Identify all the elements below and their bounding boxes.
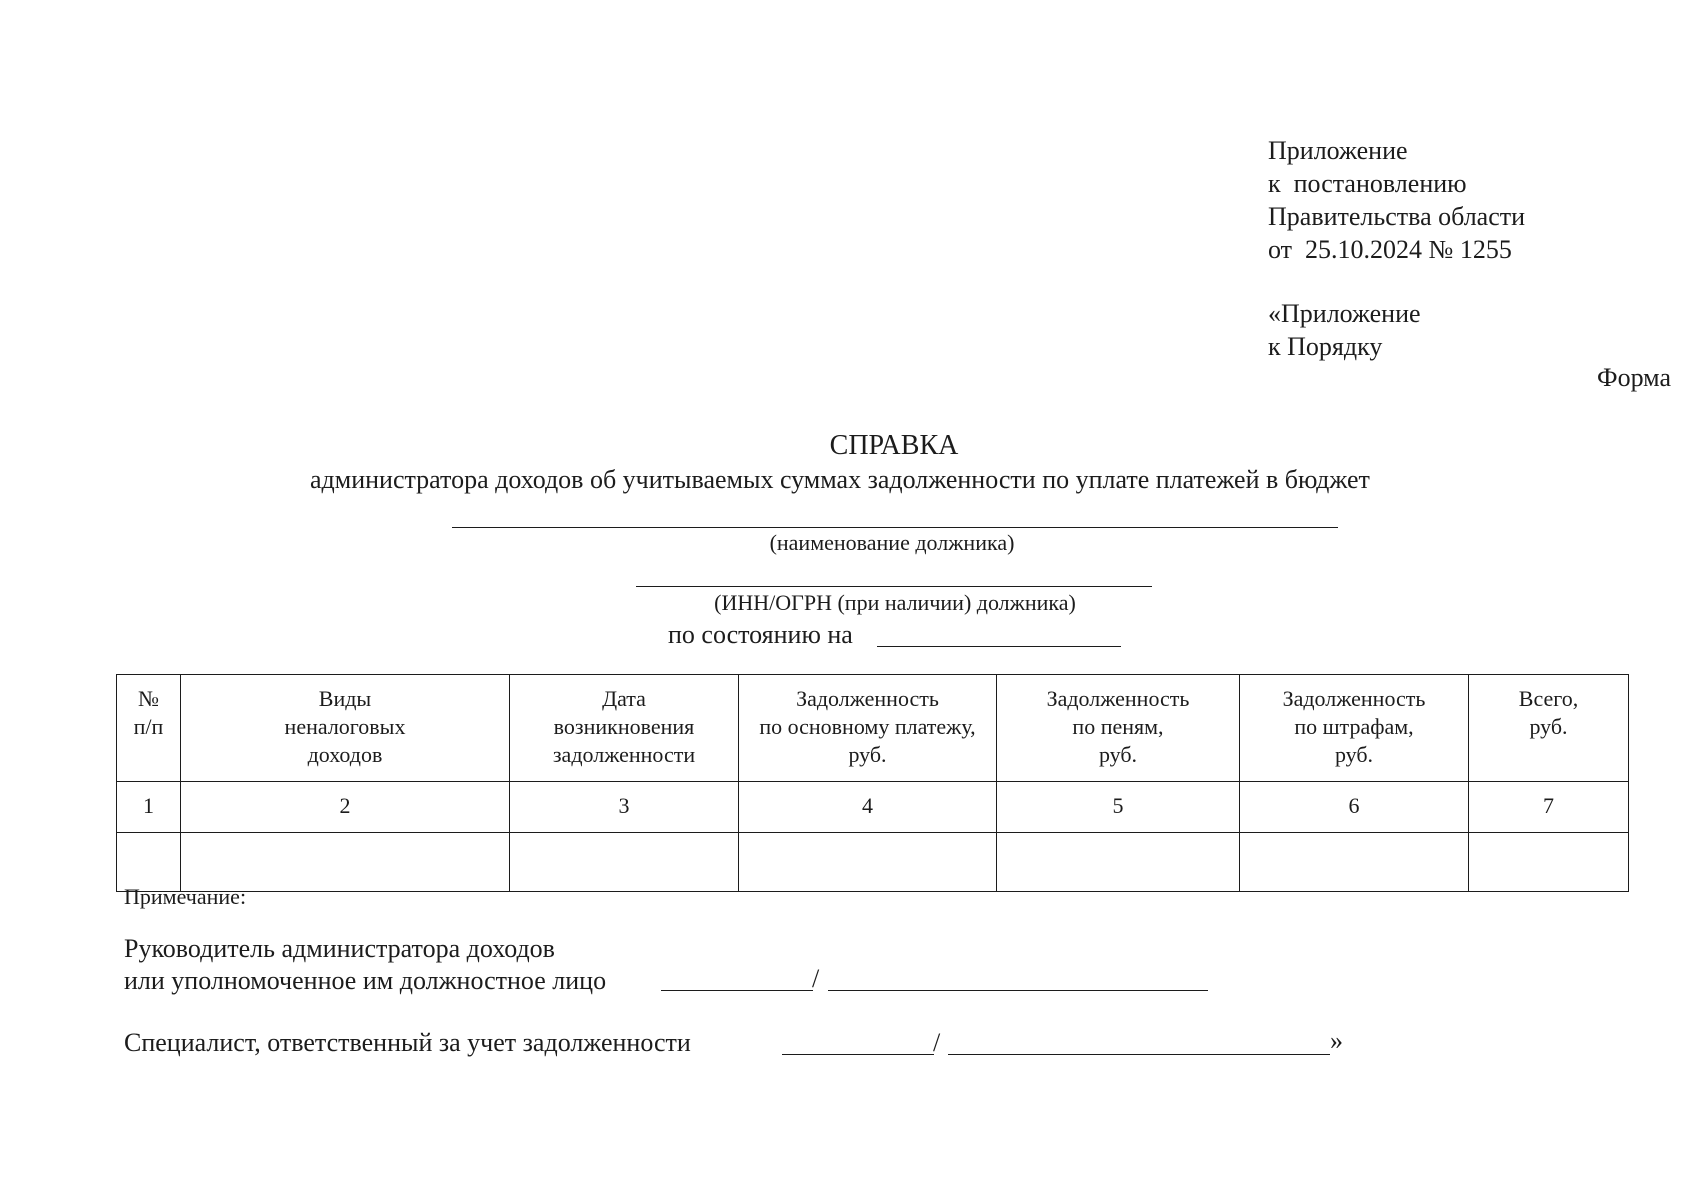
header-text: по основному платежу, [759, 714, 976, 739]
form-label: Форма [1597, 363, 1671, 392]
header-text: Виды [318, 686, 372, 711]
closing-quote: » [1330, 1026, 1343, 1055]
sub-appendix-block [1268, 297, 1421, 363]
empty-cell[interactable] [510, 833, 739, 892]
head-name-field[interactable] [828, 990, 1208, 991]
header-text: п/п [133, 714, 164, 739]
as-of-label: по состоянию на [668, 620, 853, 649]
document-subtitle: администратора доходов об учитываемых суммах задолженности по уплате платежей в бюджет [310, 465, 1370, 494]
column-number: 7 [1469, 782, 1629, 833]
head-signature-line2: или уполномоченное им должностное лицо [124, 966, 607, 995]
header-text: Задолженность [796, 686, 939, 711]
head-signature-separator: / [812, 964, 820, 993]
header-cell-penalty-debt [997, 675, 1240, 782]
header-cell-debt-date [510, 675, 739, 782]
header-text: руб. [1529, 714, 1568, 739]
header-text: по штрафам, [1294, 714, 1414, 739]
column-number: 6 [1240, 782, 1469, 833]
appendix-line: Приложение [1268, 136, 1408, 165]
header-text: № [138, 686, 159, 711]
debt-table [116, 674, 1629, 892]
empty-cell[interactable] [1469, 833, 1629, 892]
appendix-line: к постановлению [1268, 169, 1467, 198]
column-number: 2 [181, 782, 510, 833]
column-number: 4 [739, 782, 997, 833]
debtor-name-caption: (наименование должника) [769, 530, 1015, 555]
debtor-inn-caption: (ИНН/ОГРН (при наличии) должника) [714, 590, 1076, 615]
column-number-row [117, 782, 1629, 833]
appendix-line: Правительства области [1268, 202, 1526, 231]
header-text: Дата [602, 686, 646, 711]
head-signature-line1: Руководитель администратора доходов [124, 934, 555, 963]
debtor-name-line[interactable] [452, 527, 1338, 528]
specialist-signature-label: Специалист, ответственный за учет задолженности [124, 1028, 691, 1057]
empty-cell[interactable] [997, 833, 1240, 892]
empty-cell[interactable] [1240, 833, 1469, 892]
header-cell-total [1469, 675, 1629, 782]
header-text: задолженности [552, 742, 696, 767]
column-number: 1 [117, 782, 181, 833]
note-label: Примечание: [124, 884, 247, 909]
appendix-block [1268, 134, 1525, 266]
debtor-inn-line[interactable] [636, 586, 1152, 587]
column-number: 3 [510, 782, 739, 833]
as-of-date-line[interactable] [877, 646, 1121, 647]
empty-cell[interactable] [181, 833, 510, 892]
head-signature-field[interactable] [661, 990, 813, 991]
header-cell-fine-debt [1240, 675, 1469, 782]
sub-appendix-line: «Приложение [1268, 299, 1421, 328]
header-text: доходов [307, 742, 383, 767]
table-row [117, 833, 1629, 892]
sub-appendix-line: к Порядку [1268, 332, 1383, 361]
header-text: Всего, [1518, 686, 1579, 711]
header-text: по пеням, [1072, 714, 1164, 739]
table-header-row [117, 675, 1629, 782]
specialist-signature-separator: / [933, 1028, 941, 1057]
header-cell-number [117, 675, 181, 782]
header-cell-income-type [181, 675, 510, 782]
specialist-name-field[interactable] [948, 1054, 1330, 1055]
header-cell-principal-debt [739, 675, 997, 782]
header-text: неналоговых [284, 714, 406, 739]
header-text: Задолженность [1046, 686, 1190, 711]
empty-cell[interactable] [117, 833, 181, 892]
header-text: руб. [1098, 742, 1138, 767]
column-number: 5 [997, 782, 1240, 833]
document-title: СПРАВКА [829, 430, 959, 461]
header-text: Задолженность [1282, 686, 1426, 711]
header-text: возникновения [553, 714, 695, 739]
appendix-line: от 25.10.2024 № 1255 [1268, 235, 1512, 264]
empty-cell[interactable] [739, 833, 997, 892]
specialist-signature-field[interactable] [782, 1054, 934, 1055]
header-text: руб. [1334, 742, 1374, 767]
header-text: руб. [848, 742, 887, 767]
